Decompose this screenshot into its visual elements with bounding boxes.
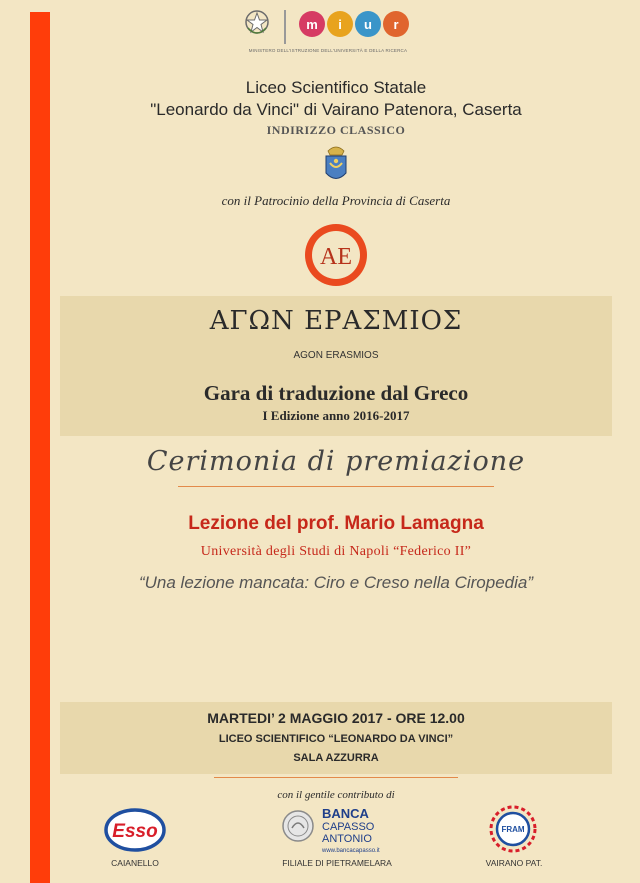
school-name-line2: "Leonardo da Vinci" di Vairano Patenora, Caserta [150, 100, 522, 119]
svg-text:u: u [364, 17, 372, 32]
fram-logo-text: FRAM [501, 825, 525, 834]
banca-site: www.bancacapasso.it [322, 848, 380, 854]
miur-logo [298, 10, 413, 38]
date-divider [214, 777, 458, 778]
fram-logo [488, 804, 538, 854]
lecture-topic: “Una lezione mancata: Ciro e Creso nella Ciropedia” [138, 573, 534, 592]
school-indirizzo: INDIRIZZO CLASSICO [266, 123, 406, 137]
university-name: Università degli Studi di Napoli “Federico II” [200, 544, 472, 559]
banca-line3: ANTONIO [322, 833, 372, 845]
esso-logo [104, 808, 166, 852]
sponsors-intro: con il gentile contributo di [277, 789, 395, 801]
logo-separator [284, 10, 286, 44]
ministry-caption: MINISTERO DELL'ISTRUZIONE DELL'UNIVERSITÀ E DELLA RICERCA [248, 48, 408, 53]
event-date: MARTEDI’ 2 MAGGIO 2017 - ORE 12.00 [207, 710, 465, 726]
greek-title: ΑΓΩΝ ΕΡΑΣΜΙΟΣ [209, 306, 463, 336]
latin-title: AGON ERASMIOS [293, 350, 379, 361]
svg-text:m: m [306, 17, 318, 32]
banca-line2: CAPASSO [322, 821, 375, 833]
province-crest-icon [323, 143, 349, 185]
banca-capasso-logo [282, 804, 392, 856]
event-place: LICEO SCIENTIFICO “LEONARDO DA VINCI” [218, 733, 454, 745]
ceremony-divider [178, 486, 494, 487]
left-stripe [30, 12, 50, 883]
banca-label: FILIALE DI PIETRAMELARA [282, 858, 392, 868]
competition-subtitle: Gara di traduzione dal Greco [203, 381, 469, 405]
school-name-line1: Liceo Scientifico Statale [245, 78, 427, 97]
lecture-title: Lezione del prof. Mario Lamagna [188, 513, 484, 534]
ae-logo-text: AE [320, 244, 352, 270]
edition-text: I Edizione anno 2016-2017 [262, 408, 410, 423]
republic-emblem-icon [244, 8, 270, 38]
event-room: SALA AZZURRA [293, 752, 379, 764]
esso-label: CAIANELLO [111, 858, 159, 868]
ceremony-title: Cerimonia di premiazione [146, 446, 526, 477]
svg-text:i: i [338, 17, 342, 32]
esso-logo-text: Esso [112, 821, 158, 842]
banca-line1: BANCA [322, 806, 369, 821]
fram-label: VAIRANO PAT. [485, 858, 543, 868]
patrocinio-text: con il Patrocinio della Provincia di Caserta [221, 193, 451, 208]
svg-text:r: r [393, 17, 399, 32]
agon-erasmios-logo [303, 222, 369, 288]
